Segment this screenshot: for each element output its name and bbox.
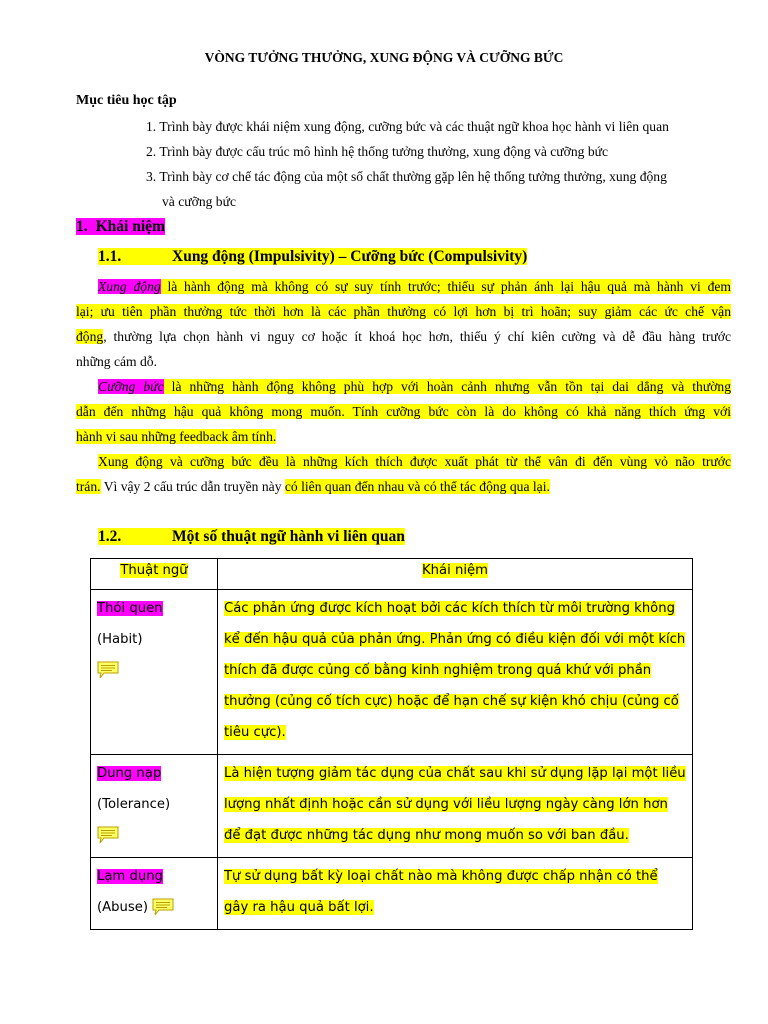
document-title: VÒNG TƯỞNG THƯỞNG, XUNG ĐỘNG VÀ CƯỠNG BỨC: [204, 50, 564, 65]
subsection-heading-1-2: 1.2. Một số thuật ngữ hành vi liên quan: [98, 528, 405, 545]
objective-item: 2. Trình bày được cấu trúc mô hình hệ thống tưởng thưởng, xung động và cưỡng bức: [146, 144, 609, 159]
column-header-term: Thuật ngữ: [91, 559, 218, 590]
paragraph-impulsivity: Xung động là hành động mà không có sự suy tính trước; thiếu sự phản ánh lại hậu quả mà hành vi đem lại; ưu tiên phần thưởng tức thời hơn là các phần thưởng có lợi hơn bị trì hoãn; suy giảm các ức chế vận động, thường lựa chọn hành vi nguy cơ hoặc ít khoá học hơn, thiếu ý chí kiên cường và dễ đầu hàng trước những cám dỗ.: [76, 279, 732, 369]
comment-icon[interactable]: [97, 661, 119, 679]
objective-item: 1. Trình bày được khái niệm xung động, cưỡng bức và các thuật ngữ khoa học hành vi liên quan: [146, 119, 669, 134]
subsection-heading-1-1: 1.1. Xung động (Impulsivity) – Cưỡng bức (Compulsivity): [98, 248, 528, 265]
definition-cell: Tự sử dụng bất kỳ loại chất nào mà không được chấp nhận có thể gây ra hậu quả bất lợi.: [218, 858, 693, 930]
definition-cell: Các phản ứng được kích hoạt bởi các kích thích từ môi trường không kể đến hậu quả của phản ứng. Phản ứng có điều kiện đối với một kích thích đã được củng cố bằng kinh nghiệm trong quá khứ với phần thưởng (củng cố tích cực) hoặc để hạn chế sự kiện khó chịu (củng cố tiêu cực).: [218, 590, 693, 755]
term-cell: Dung nạp (Tolerance): [91, 755, 218, 858]
table-row: [91, 590, 693, 755]
term-cell: Lạm dụng (Abuse): [91, 858, 218, 930]
table-row: [91, 755, 693, 858]
comment-icon[interactable]: [152, 898, 174, 916]
table-header-row: [91, 559, 693, 590]
paragraph-compulsivity: Cưỡng bức là những hành động không phù hợp với hoàn cảnh nhưng vẫn tồn tại dai dẳng và thường dẫn đến những hậu quả không mong muốn. Tính cưỡng bức còn là do không có khả năng thích ứng với hành vi sau những feedback âm tính.: [76, 379, 731, 444]
paragraph-relation: Xung động và cưỡng bức đều là những kích thích được xuất phát từ thể vân đi đến vùng vỏ não trước trán. Vì vậy 2 cấu trúc dẫn truyền này có liên quan đến nhau và có thể tác động qua lại.: [76, 454, 731, 494]
table-row: [91, 858, 693, 930]
column-header-definition: Khái niệm: [218, 559, 693, 590]
term-compulsivity: Cưỡng bức: [98, 379, 164, 394]
objectives-heading: Mục tiêu học tập: [76, 93, 177, 108]
term-cell: Thói quen (Habit): [91, 590, 218, 755]
section-heading-1: 1. Khái niệm: [76, 218, 165, 235]
comment-icon[interactable]: [97, 826, 119, 844]
objective-item: 3. Trình bày cơ chế tác động của một số chất thường gặp lên hệ thống tưởng thưởng, xung động và cưỡng bức: [146, 169, 667, 209]
terms-table: [90, 558, 693, 930]
term-impulsivity: Xung động: [98, 279, 161, 294]
definition-cell: Là hiện tượng giảm tác dụng của chất sau khi sử dụng lặp lại một liều lượng nhất định hoặc cần sử dụng với liều lượng ngày càng lớn hơn để đạt được những tác dụng như mong muốn so với ban đầu.: [218, 755, 693, 858]
